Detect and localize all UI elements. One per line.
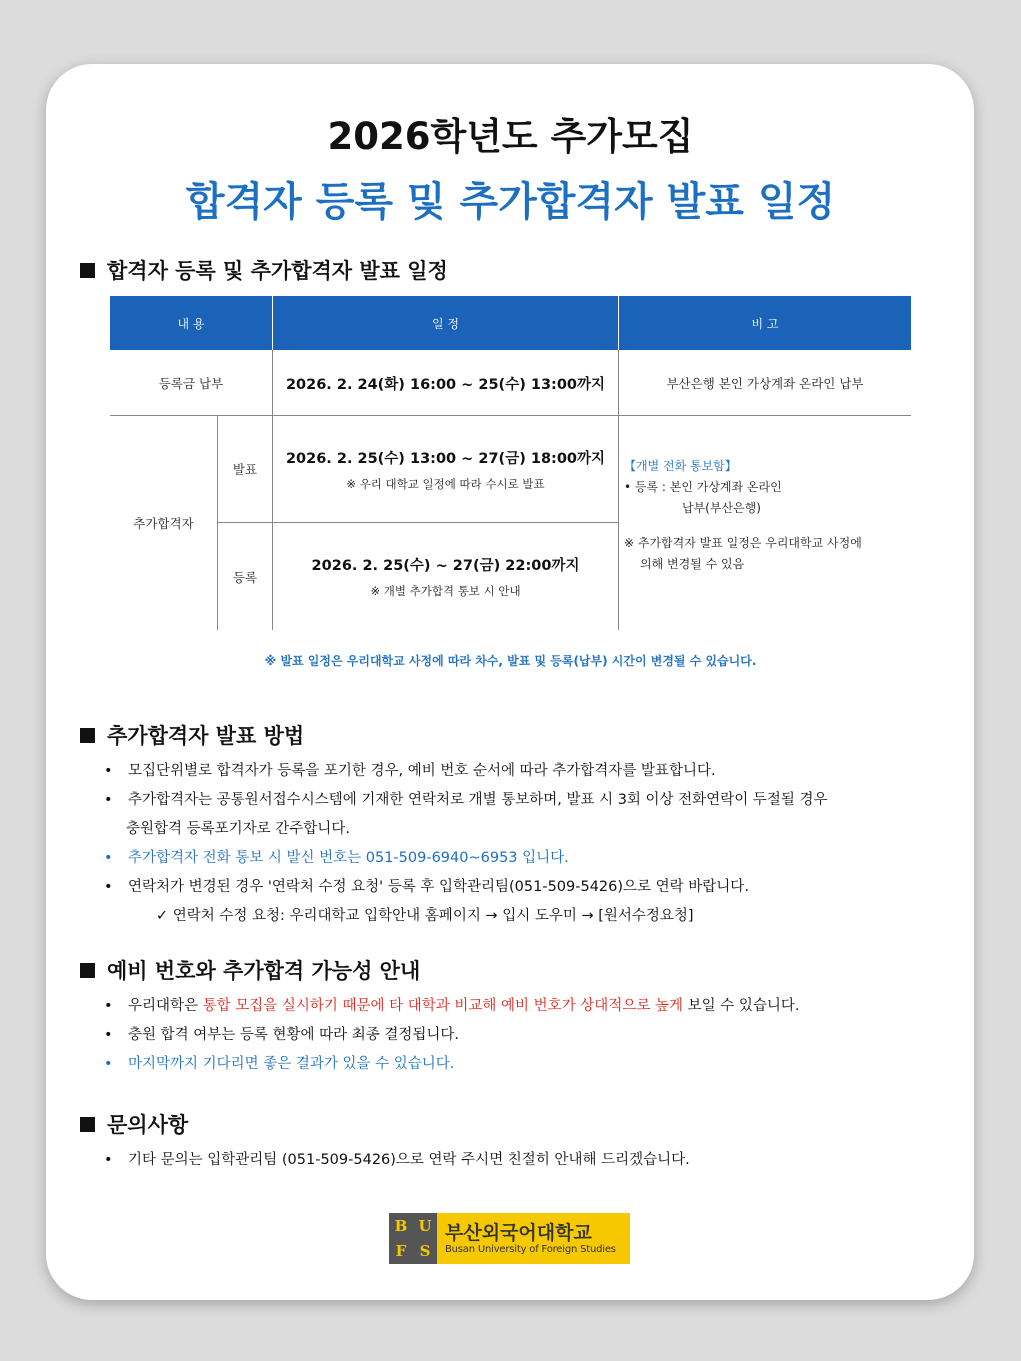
group-label-additional: 추가합격자 (133, 516, 194, 531)
square-bullet-icon (80, 1117, 95, 1132)
list-item: • 마지막까지 기다리면 좋은 결과가 있을 수 있습니다. (104, 1056, 455, 1072)
section-heading-waitlist: 예비 번호와 추가합격 가능성 안내 (80, 955, 420, 985)
register-cell (273, 523, 618, 630)
tuition-date: 2026. 2. 24(화) 16:00 ~ 25(수) 13:00까지 (285, 376, 606, 393)
page-subtitle: 합격자 등록 및 추가합격자 발표 일정 (185, 179, 836, 225)
additional-remark: 【개별 전화 통보함】 • 등록 : 본인 가상계좌 온라인 납부(부산은행) ※ 추가합격자 발표 일정은 우리대학교 사정에 의해 변경될 수 있음 (624, 459, 862, 571)
register-note: ※ 개별 추가합격 통보 시 안내 (370, 584, 521, 598)
section-heading-method: 추가합격자 발표 방법 (80, 720, 304, 750)
list-item: • 연락처가 변경된 경우 '연락처 수정 요청' 등록 후 입학관리팀(051-509-5426)으로 연락 바랍니다. (104, 879, 749, 895)
schedule-change-note: ※ 발표 일정은 우리대학교 사정에 따라 차수, 발표 및 등록(납부) 시간이 변경될 수 있습니다. (264, 654, 757, 668)
university-logo (389, 1213, 630, 1264)
list-item: • 추가합격자는 공통원서접수시스템에 기재한 연락처로 개별 통보하며, 발표 시 3회 이상 전화연락이 두절될 경우 (104, 792, 828, 808)
method-list (104, 757, 827, 931)
header-content: 내 용 (177, 316, 205, 331)
list-item: • 추가합격자 전화 통보 시 발신 번호는 051-509-6940~6953 입니다. (104, 850, 569, 866)
announce-date: 2026. 2. 25(수) 13:00 ~ 27(금) 18:00까지 (285, 450, 606, 467)
header-remark: 비 고 (751, 316, 779, 331)
section-heading-inquiry: 문의사항 (80, 1109, 188, 1139)
logo-name-ko: 부산외국어대학교 (445, 1222, 592, 1244)
register-label: 등록 (232, 569, 258, 585)
announce-cell (273, 416, 618, 522)
register-date: 2026. 2. 25(수) ~ 27(금) 22:00까지 (311, 558, 580, 574)
waitlist-list (104, 992, 799, 1079)
sub-list-item: ✓ 연락처 수정 요청: 우리대학교 입학안내 홈페이지 → 입시 도우미 → [원서수정요청] (156, 908, 694, 924)
inquiry-list (104, 1146, 690, 1175)
announce-label: 발표 (232, 462, 258, 477)
header-schedule: 일 정 (432, 316, 459, 331)
list-item: • 우리대학은 통합 모집을 실시하기 때문에 타 대학과 비교해 예비 번호가 상대적으로 높게 보일 수 있습니다. (104, 998, 800, 1014)
announce-note: ※ 우리 대학교 일정에 따라 수시로 발표 (346, 476, 545, 491)
page-title: 2026학년도 추가모집 (327, 115, 694, 158)
square-bullet-icon (80, 728, 95, 743)
list-item: • 모집단위별로 합격자가 등록을 포기한 경우, 예비 번호 순서에 따라 추가합격자를 발표합니다. (104, 763, 716, 779)
tuition-label: 등록금 납부 (158, 376, 224, 391)
section-heading-schedule: 합격자 등록 및 추가합격자 발표 일정 (80, 255, 448, 285)
logo-name-en: Busan University of Foreign Studies (445, 1244, 616, 1255)
square-bullet-icon (80, 963, 95, 978)
square-bullet-icon (80, 263, 95, 278)
list-item: • 충원 합격 여부는 등록 현황에 따라 최종 결정됩니다. (104, 1027, 460, 1043)
list-item: • 기타 문의는 입학관리팀 (051-509-5426)으로 연락 주시면 친절히 안내해 드리겠습니다. (104, 1152, 690, 1168)
list-item-continued: 충원합격 등록포기자로 간주합니다. (126, 821, 350, 837)
tuition-remark: 부산은행 본인 가상계좌 온라인 납부 (666, 376, 864, 391)
bufs-mark-icon: B U F S (389, 1213, 437, 1264)
table-header-row (110, 296, 911, 350)
